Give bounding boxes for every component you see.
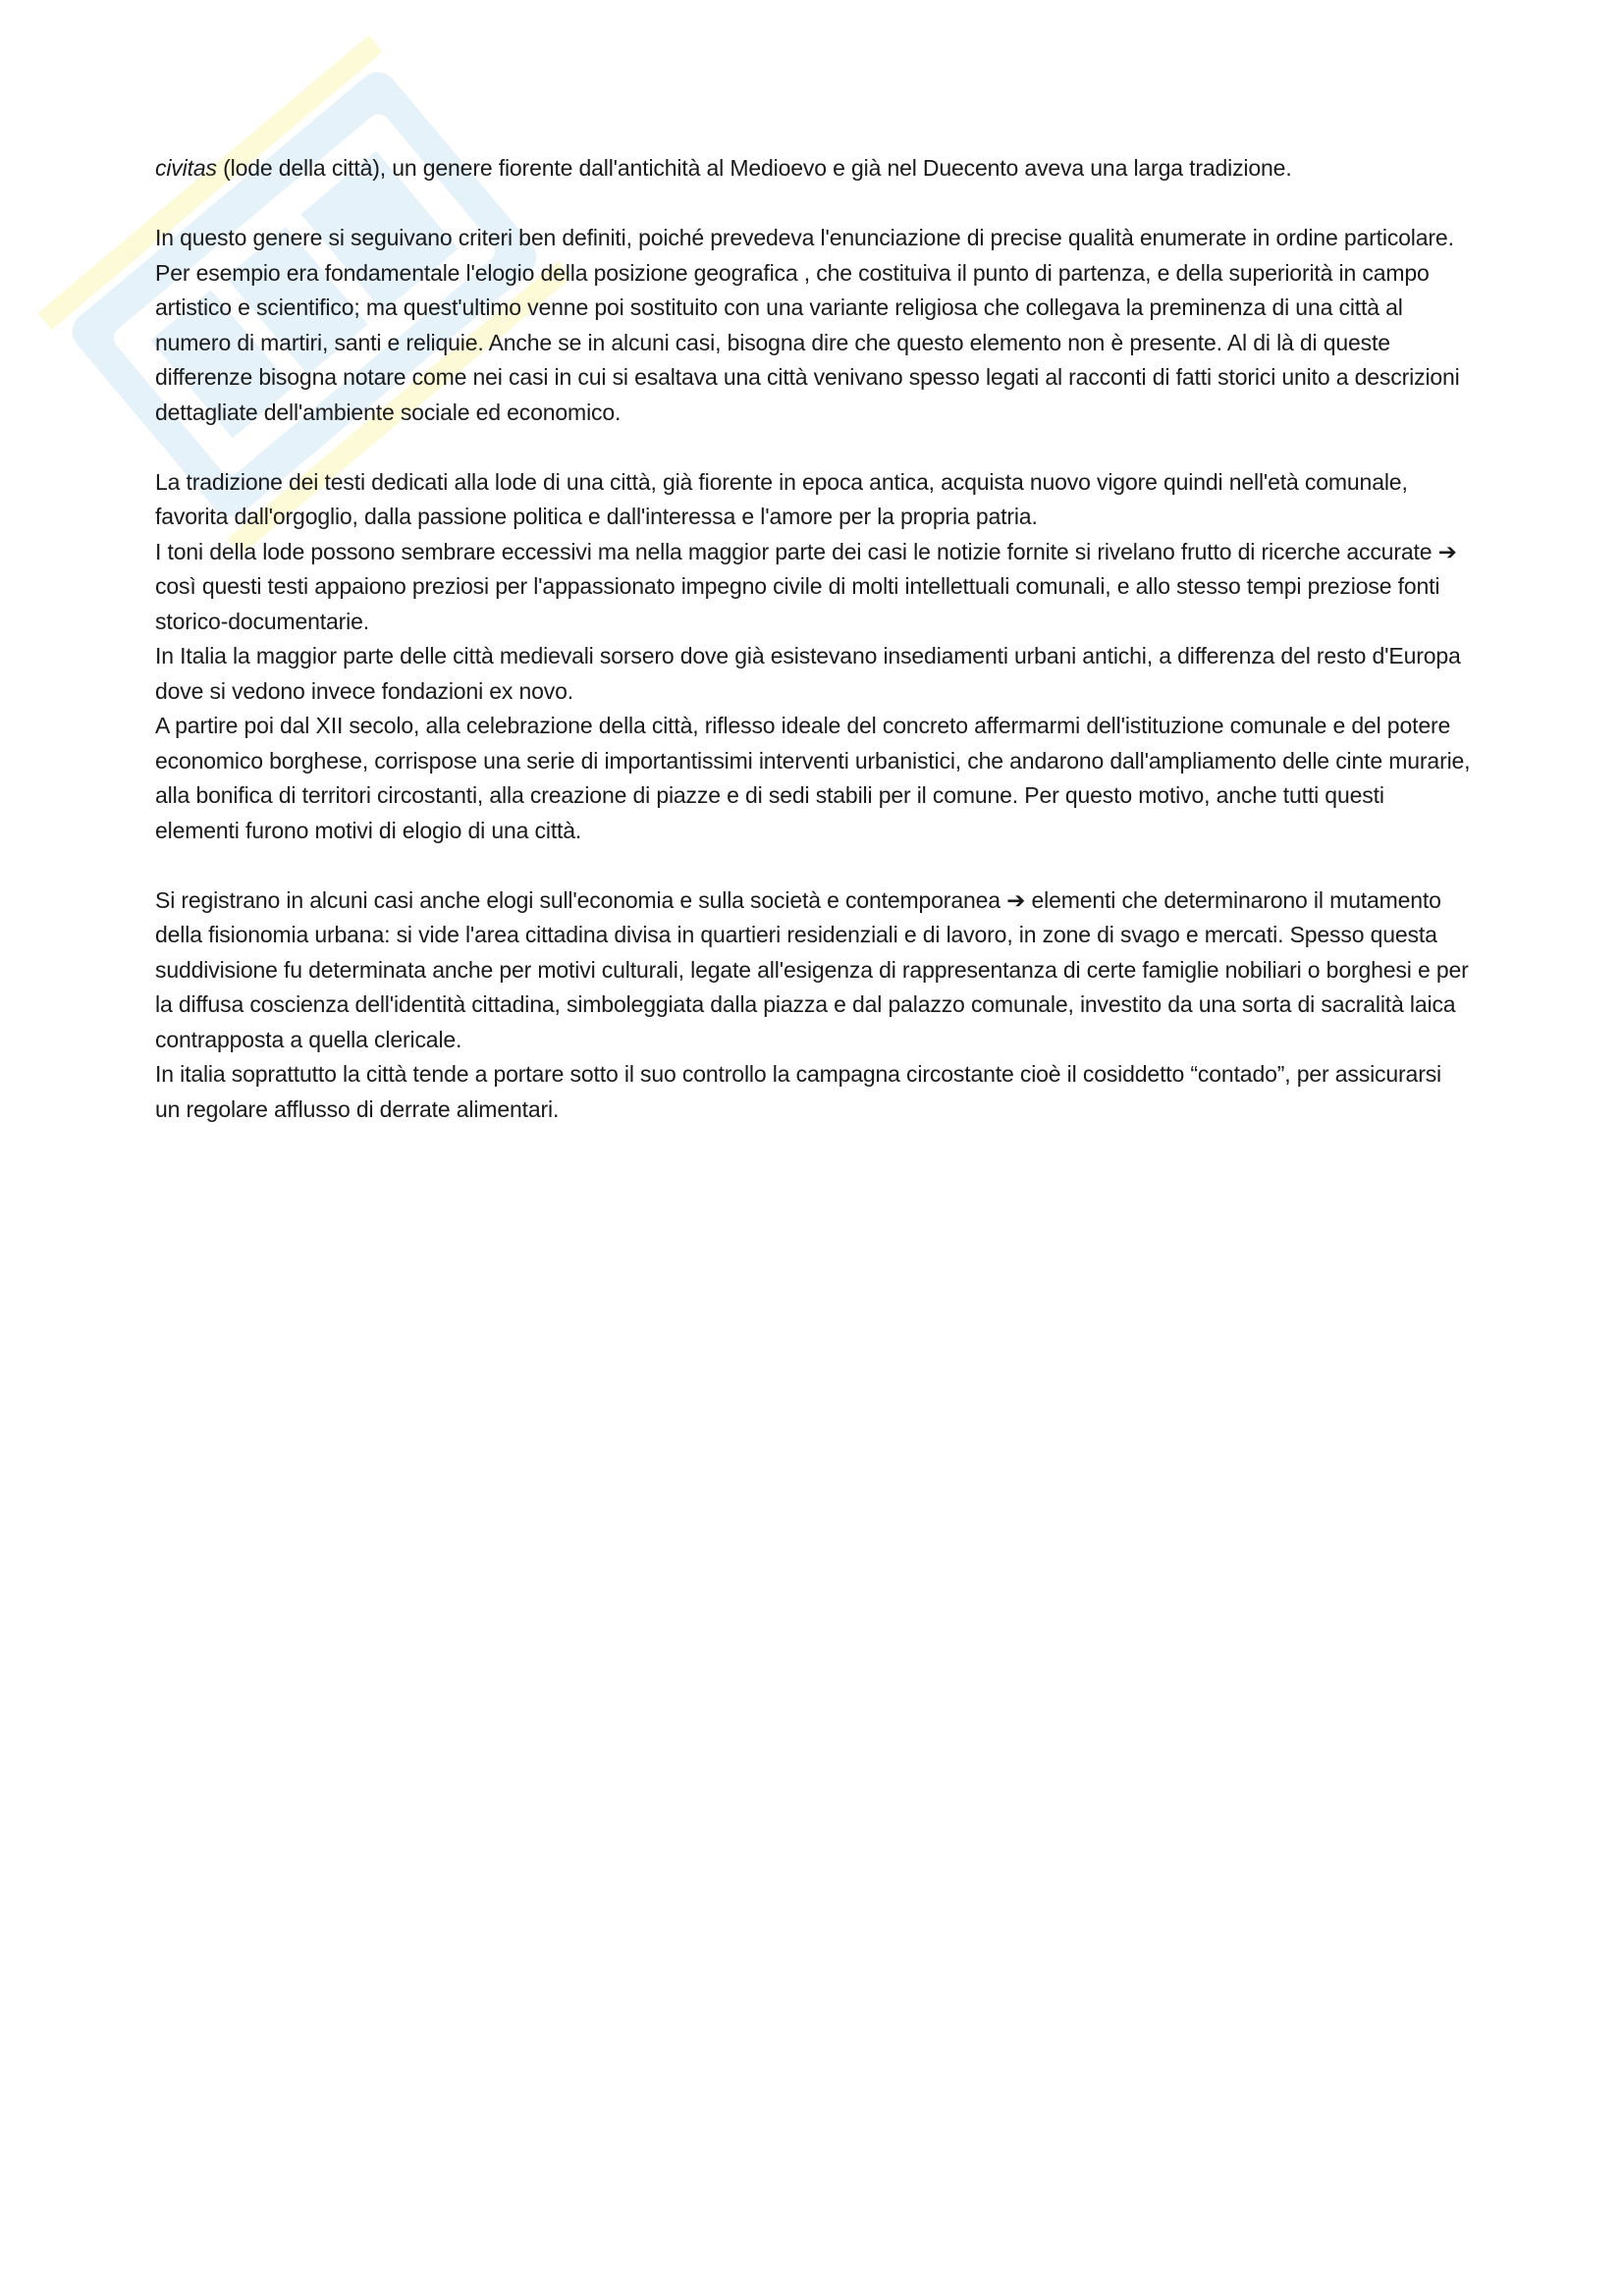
paragraph-3: La tradizione dei testi dedicati alla lode di una città, già fiorente in epoca antica, acquista nuovo vigore quindi nell'età comunale, favorita dall'orgoglio, dalla passione politica e dall'interessa e l'amore per la propria patria.	[155, 468, 1408, 529]
paragraph-1-italic-term: civitas	[155, 155, 217, 181]
paragraph-1	[155, 151, 1471, 187]
paragraph-1-text: (lode della città), un genere fiorente dall'antichità al Medioevo e già nel Duecento aveva una larga tradizione.	[216, 155, 1292, 181]
paragraph-6: A partire poi dal XII secolo, alla celebrazione della città, riflesso ideale del concreto affermarmi dell'istituzione comunale e del potere economico borghese, corrispose una serie di importantissimi interventi urbanistici, che andarono dall'ampliamento delle cinte murarie, alla bonifica di territori circostanti, alla creazione di piazze e di sedi stabili per il comune. Per questo motivo, anche tutti questi elementi furono motivi di elogio di una città.	[155, 713, 1471, 843]
paragraph-7: Si registrano in alcuni casi anche elogi sull'economia e sulla società e contemporanea ➔ elementi che determinarono il mutamento della fisionomia urbana: si vide l'area cittadina divisa in quartieri residenziali e di lavoro, in zone di svago e mercati. Spesso questa suddivisione fu determinata anche per motivi culturali, legate all'esigenza di rappresentanza di certe famiglie nobiliari o borghesi e per la diffusa coscienza dell'identità cittadina, simboleggiata dalla piazza e dal palazzo comunale, investito da una sorta di sacralità laica contrapposta a quella clericale.	[155, 886, 1469, 1052]
paragraph-2: In questo genere si seguivano criteri ben definiti, poiché prevedeva l'enunciazione di precise qualità enumerate in ordine particolare. Per esempio era fondamentale l'elogio della posizione geografica , che costituiva il punto di partenza, e della superiorità in campo artistico e scientifico; ma quest'ultimo venne poi sostituito con una variante religiosa che collegava la preminenza di una città al numero di martiri, santi e reliquie. Anche se in alcuni casi, bisogna dire che questo elemento non è presente. Al di là di queste differenze bisogna notare come nei casi in cui si esaltava una città venivano spesso legati al racconti di fatti storici unito a descrizioni dettagliate dell'ambiente sociale ed economico.	[155, 225, 1460, 425]
paragraph-8: In italia soprattutto la città tende a portare sotto il suo controllo la campagna circostante cioè il cosiddetto “contado”, per assicurarsi un regolare afflusso di derrate alimentari.	[155, 1061, 1442, 1122]
document-body	[155, 151, 1471, 1127]
paragraph-4: I toni della lode possono sembrare eccessivi ma nella maggior parte dei casi le notizie fornite si rivelano frutto di ricerche accurate ➔ così questi testi appaiono preziosi per l'appassionato impegno civile di molti intellettuali comunali, e allo stesso tempi preziose fonti storico-documentarie.	[155, 538, 1457, 634]
paragraph-5: In Italia la maggior parte delle città medievali sorsero dove già esistevano insediamenti urbani antichi, a differenza del resto d'Europa dove si vedono invece fondazioni ex novo.	[155, 643, 1461, 704]
